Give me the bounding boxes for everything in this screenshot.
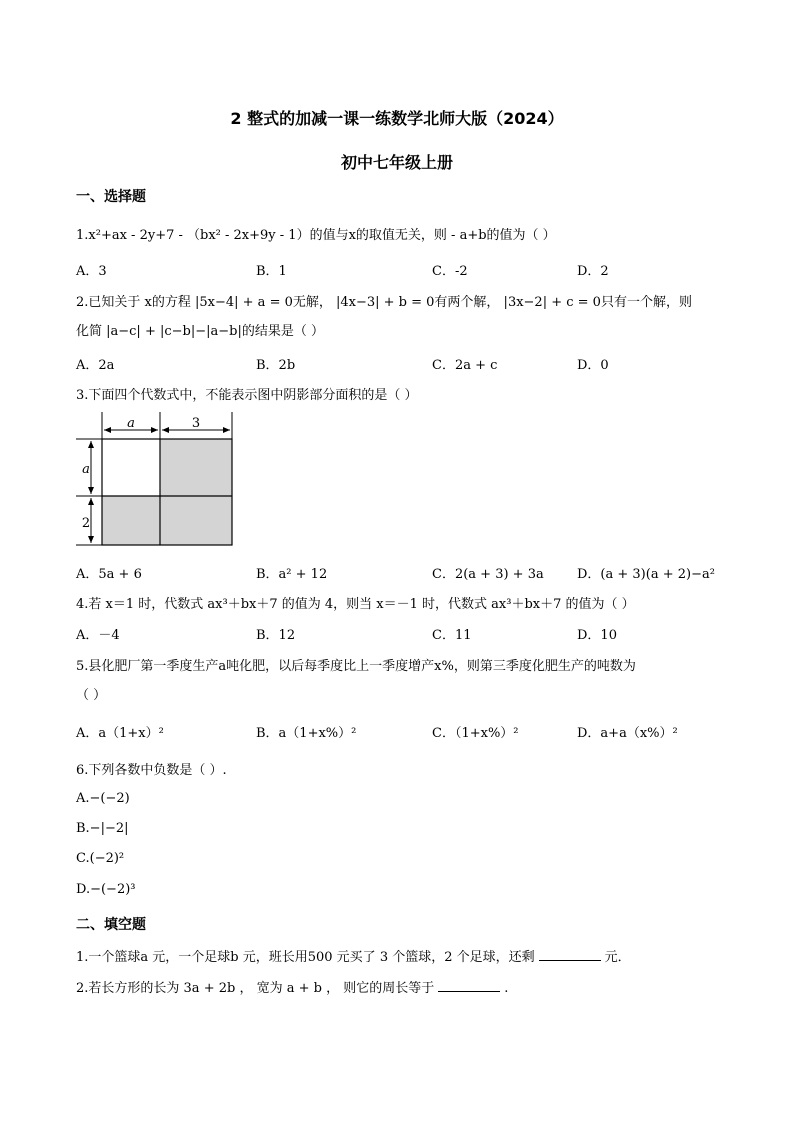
question-5-stem-line2: （ ）: [76, 688, 107, 703]
q1-option-d: D．2: [577, 264, 609, 279]
question-6-stem: 6.下列各数中负数是（ ）.: [76, 763, 227, 778]
fill-question-2: [76, 977, 726, 996]
shaded-cell-bottom-right: [160, 496, 232, 545]
q6-option-a: A.−(−2): [76, 791, 130, 806]
q2-option-a: A．2a: [76, 358, 115, 373]
q6-option-d: D.−(−2)³: [76, 882, 136, 897]
q5-option-b: B．a（1+x%）²: [256, 726, 357, 741]
shaded-cell-bottom-left: [102, 496, 160, 545]
document-title: 2 整式的加减一课一练数学北师大版（2024）: [230, 109, 564, 128]
q6-option-c: C.(−2)²: [76, 851, 125, 866]
q4-option-a: A．－4: [76, 628, 120, 643]
document-subtitle: 初中七年级上册: [340, 153, 453, 172]
fill-question-2-end: .: [504, 981, 509, 996]
area-figure: [76, 412, 236, 550]
q5-option-c: C．（1+x%）²: [432, 726, 519, 741]
q4-option-b: B．12: [256, 628, 296, 643]
label-left-a: a: [82, 462, 90, 477]
fill-question-2-text: 2.若长方形的长为 3a + 2b ， 宽为 a + b ， 则它的周长等于: [76, 981, 435, 996]
question-3-stem: 3.下面四个代数式中，不能表示图中阴影部分面积的是（ ）: [76, 388, 418, 403]
q1-option-b: B．1: [256, 264, 287, 279]
q5-option-d: D．a+a（x%）²: [577, 726, 678, 741]
q5-option-a: A．a（1+x）²: [76, 726, 164, 741]
q6-option-b: B.−|−2|: [76, 821, 129, 836]
q2-option-b: B．2b: [256, 358, 296, 373]
fill-question-1-text: 1.一个篮球a 元，一个足球b 元，班长用500 元买了 3 个篮球，2 个足球，还剩: [76, 950, 535, 965]
label-top-a: a: [127, 416, 135, 431]
q4-option-c: C．11: [432, 628, 472, 643]
fill-question-1-unit: 元．: [604, 950, 631, 965]
shaded-cell-top-right: [160, 439, 232, 496]
q1-option-a: A．3: [76, 264, 107, 279]
section-heading-fill-blank: 二、填空题: [76, 917, 146, 933]
fill-question-1: [76, 946, 726, 965]
q2-option-d: D．0: [577, 358, 609, 373]
q3-option-c: C．2(a + 3) + 3a: [432, 567, 544, 582]
q3-option-b: B．a² + 12: [256, 567, 328, 582]
section-heading-choice: 一、选择题: [76, 189, 146, 205]
answer-blank-1[interactable]: [539, 948, 601, 961]
q4-option-d: D．10: [577, 628, 617, 643]
answer-blank-2[interactable]: [438, 979, 500, 992]
q2-option-c: C．2a + c: [432, 358, 498, 373]
question-2-stem-line2: 化简 |a−c| + |c−b|−|a−b|的结果是（ ）: [76, 324, 324, 339]
label-left-2: 2: [81, 516, 91, 531]
question-4-stem: 4.若 x＝1 时，代数式 ax³＋bx＋7 的值为 4，则当 x＝－1 时，代数式 ax³＋bx＋7 的值为（ ）: [76, 597, 635, 612]
q3-option-d: D．(a + 3)(a + 2)−a²: [577, 567, 715, 582]
question-1-stem: 1.x²+ax - 2y+7 - （bx² - 2x+9y - 1）的值与x的取值无关，则 - a+b的值为（ ）: [76, 228, 556, 243]
q3-option-a: A．5a + 6: [76, 567, 142, 582]
label-top-3: 3: [191, 416, 201, 431]
q1-option-c: C．-2: [432, 264, 468, 279]
question-2-stem-line1: 2.已知关于 x的方程 |5x−4| + a = 0无解， |4x−3| + b = 0有两个解， |3x−2| + c = 0只有一个解，则: [76, 295, 692, 310]
question-5-stem-line1: 5.县化肥厂第一季度生产a吨化肥，以后每季度比上一季度增产x%，则第三季度化肥生产的吨数为: [76, 659, 636, 674]
